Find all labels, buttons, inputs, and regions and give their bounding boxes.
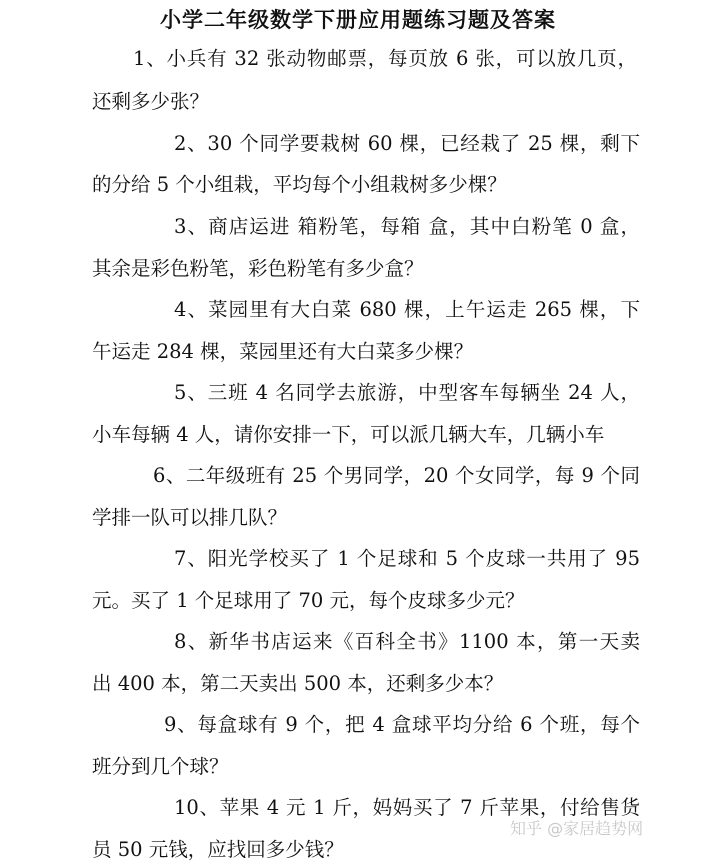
question-3-line-2: 其余是彩色粉笔，彩色粉笔有多少盒？ (92, 257, 424, 280)
question-6-line-2: 学排一队可以排几队？ (92, 506, 288, 529)
question-8-line-2: 出 400 本，第二天卖出 500 本，还剩多少本？ (92, 672, 504, 695)
question-7-line-2: 元。买了 1 个足球用了 70 元，每个皮球多少元？ (92, 589, 525, 612)
question-2-line-1: 2、30 个同学要栽树 60 棵，已经栽了 25 棵，剩下 (174, 132, 640, 155)
question-2-line-2: 的分给 5 个小组栽，平均每个小组栽树多少棵？ (92, 173, 507, 196)
question-4-line-1: 4、菜园里有大白菜 680 棵，上午运走 265 棵，下 (174, 298, 640, 321)
question-6-line-1: 6、二年级班有 25 个男同学，20 个女同学，每 9 个同 (153, 464, 640, 487)
question-4-line-2: 午运走 284 棵，菜园里还有大白菜多少棵？ (92, 340, 474, 363)
question-7-line-1: 7、阳光学校买了 1 个足球和 5 个皮球一共用了 95 (174, 547, 640, 570)
question-3-line-1: 3、商店运进 箱粉笔，每箱 盒，其中白粉笔 0 盒， (174, 215, 640, 238)
document-title: 小学二年级数学下册应用题练习题及答案 (160, 7, 556, 32)
question-1-line-1: 1、小兵有 32 张动物邮票，每页放 6 张，可以放几页， (133, 47, 637, 70)
question-10-line-1: 10、苹果 4 元 1 斤，妈妈买了 7 斤苹果，付给售货 (174, 796, 640, 819)
question-9-line-2: 班分到几个球？ (92, 755, 229, 778)
question-5-line-2: 小车每辆 4 人，请你安排一下，可以派几辆大车，几辆小车 (92, 423, 605, 446)
question-8-line-1: 8、新华书店运来《百科全书》1100 本，第一天卖 (174, 630, 640, 653)
question-1-line-2: 还剩多少张？ (92, 90, 210, 113)
watermark-text: 知乎 @家居趋势网 (510, 819, 644, 838)
question-5-line-1: 5、三班 4 名同学去旅游，中型客车每辆坐 24 人， (174, 381, 640, 404)
question-9-line-1: 9、每盒球有 9 个，把 4 盒球平均分给 6 个班，每个 (164, 713, 640, 736)
question-10-line-2: 员 50 元钱，应找回多少钱？ (92, 838, 344, 861)
